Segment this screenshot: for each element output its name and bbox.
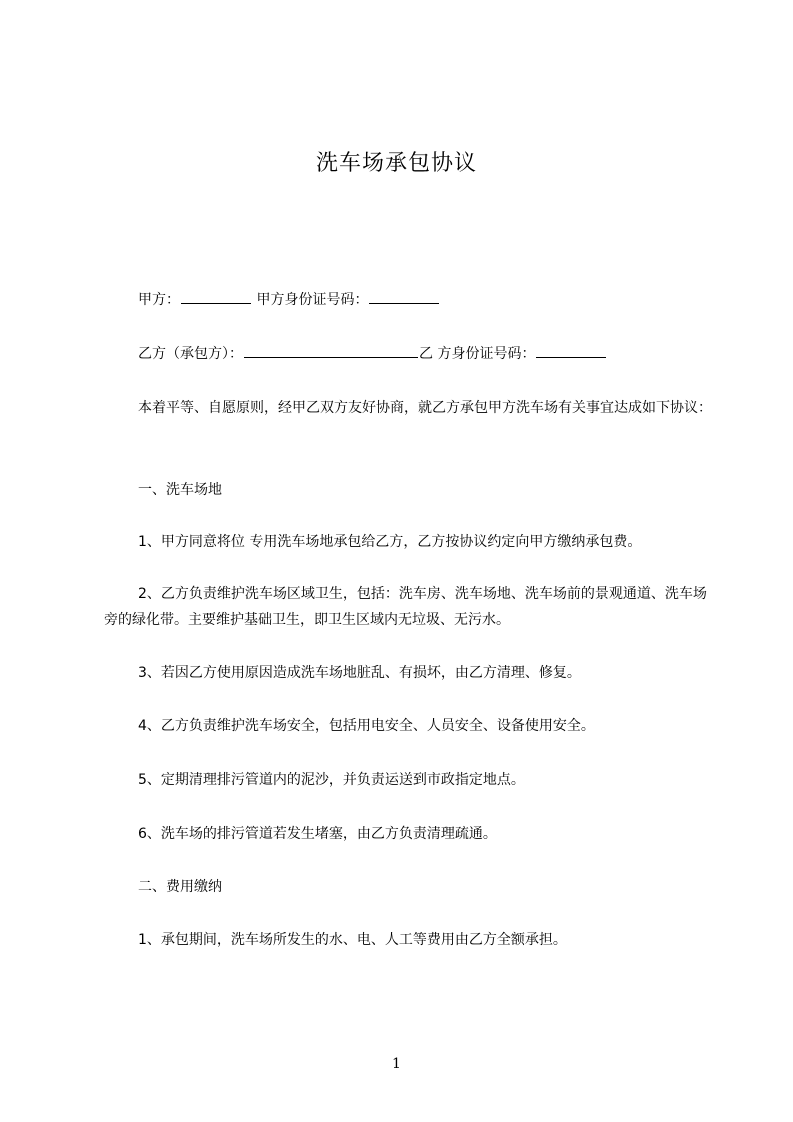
party-a-id-label: 甲方身份证号码： [256,292,369,308]
page-number: 1 [392,1056,401,1072]
intro-paragraph: 本着平等、自愿原则，经甲乙双方友好协商，就乙方承包甲方洗车场有关事宜达成如下协议： [138,400,712,416]
section2-item-1: 1、承包期间，洗车场所发生的水、电、人工等费用由乙方全额承担。 [138,932,567,948]
party-b-id-blank [536,343,606,358]
section1-item-1: 1、甲方同意将位 专用洗车场地承包给乙方，乙方按协议约定向甲方缴纳承包费。 [138,534,642,550]
section1-heading: 一、洗车场地 [138,482,222,498]
party-b-id-label: 乙 方身份证号码： [419,346,536,362]
document-title: 洗车场承包协议 [315,151,477,176]
party-b-blank [244,343,418,358]
section1-item-6: 6、洗车场的排污管道若发生堵塞，由乙方负责清理疏通。 [138,826,497,842]
party-a-id-blank [369,289,439,304]
party-b-line [104,341,716,367]
party-a-label: 甲方： [138,292,180,308]
party-a-blank [181,289,251,304]
party-b-label: 乙方（承包方）： [138,346,243,362]
section1-item-2: 2、乙方负责维护洗车场区域卫生，包括：洗车房、洗车场地、洗车场前的景观通道、洗车场旁的绿化带。主要维护基础卫生，即卫生区域内无垃圾、无污水。 [104,586,707,628]
section1-item-5: 5、定期清理排污管道内的泥沙，并负责运送到市政指定地点。 [138,772,525,788]
section1-item-4: 4、乙方负责维护洗车场安全，包括用电安全、人员安全、设备使用安全。 [138,718,595,734]
section2-heading: 二、费用缴纳 [138,879,222,895]
party-a-line [104,287,716,313]
section1-item-3: 3、若因乙方使用原因造成洗车场地脏乱、有损坏，由乙方清理、修复。 [138,665,581,681]
